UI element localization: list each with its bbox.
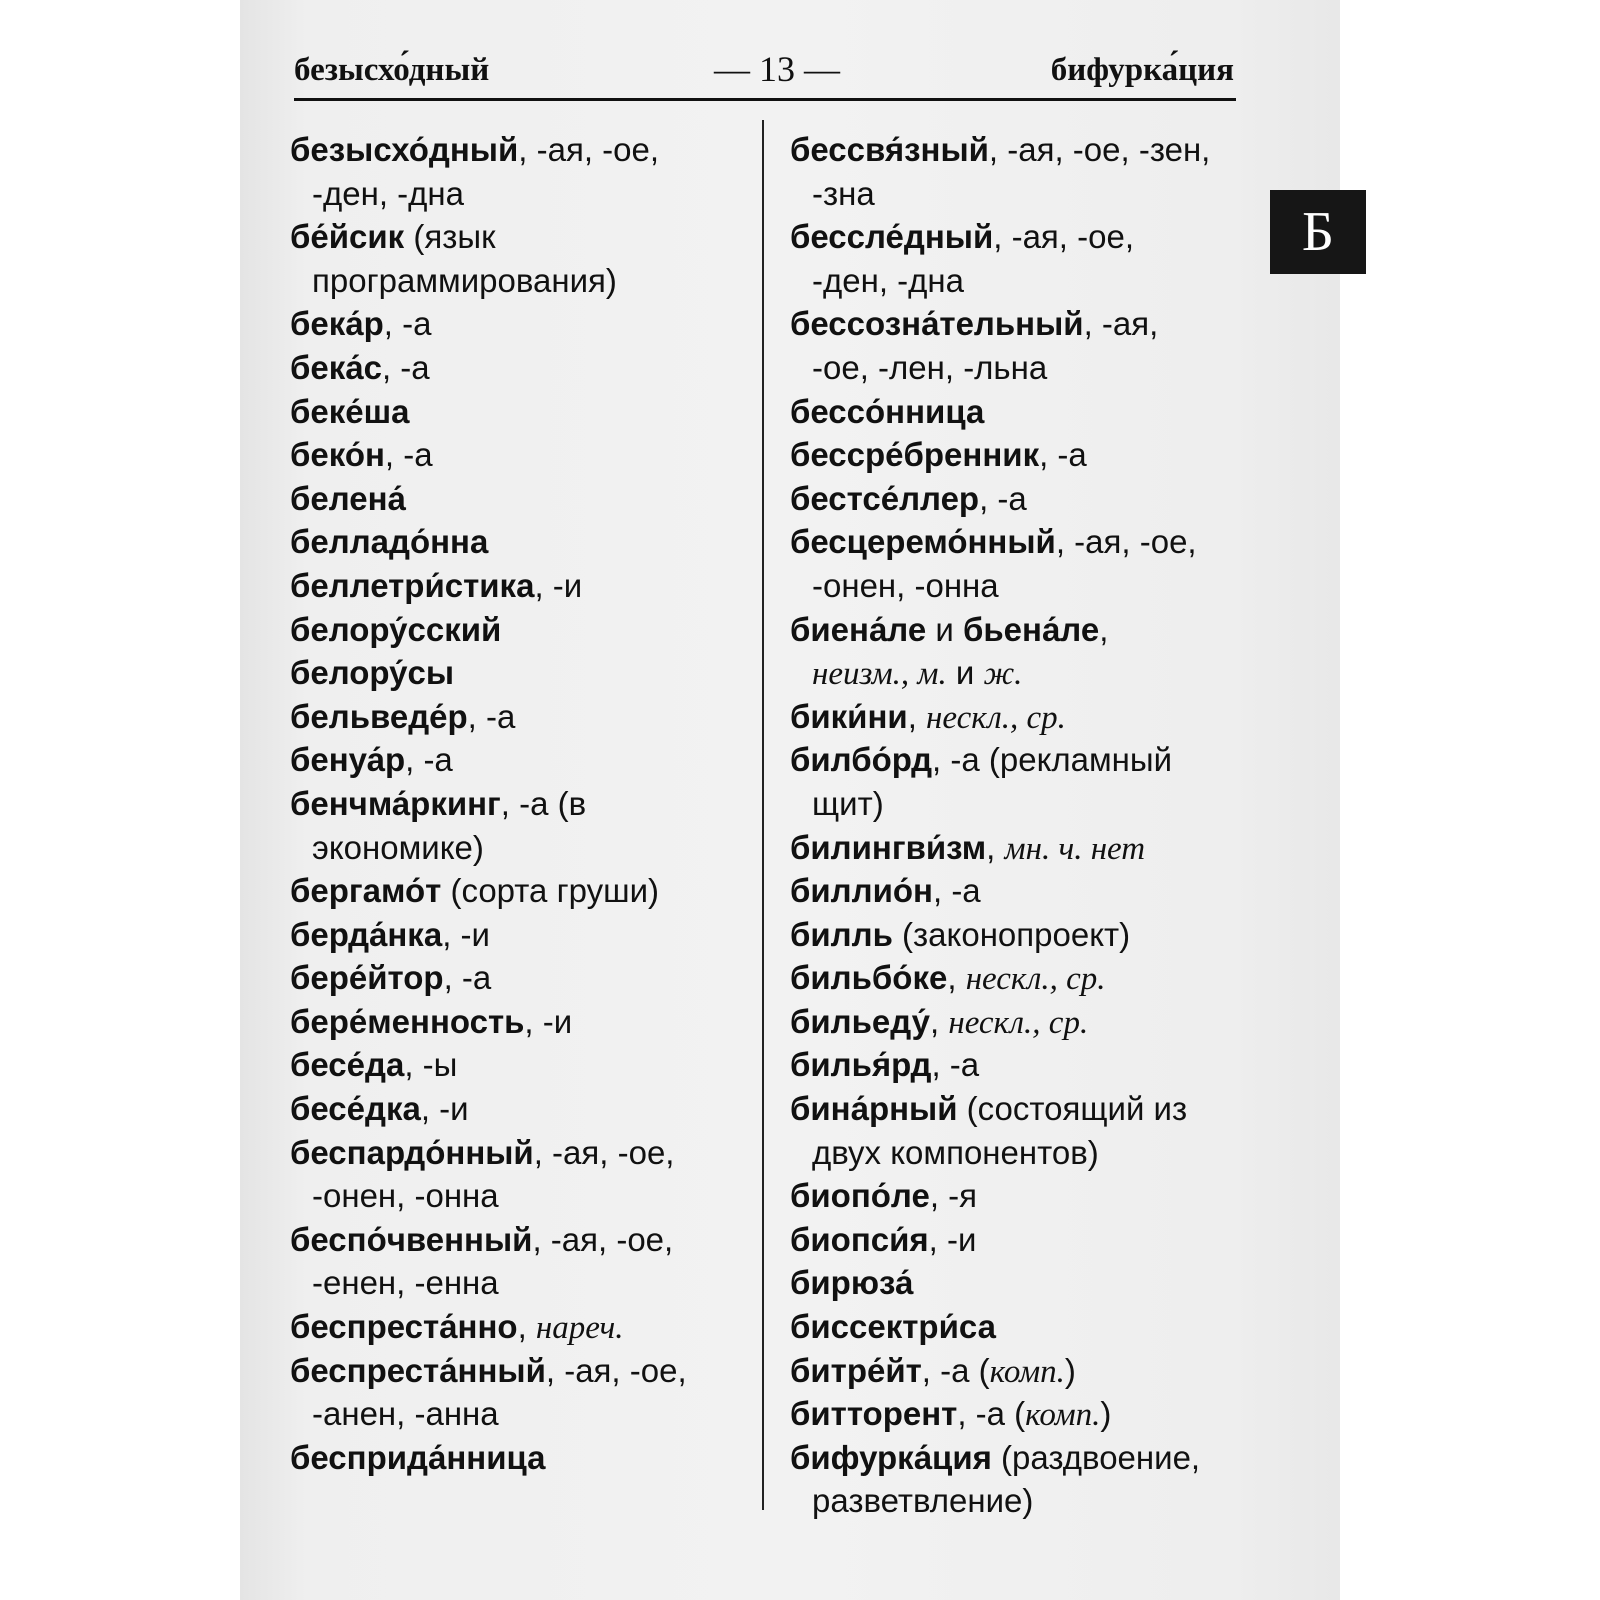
headword: бека́с bbox=[290, 348, 382, 386]
header-first-headword: безысхо́дный bbox=[294, 52, 490, 88]
headword: биопси́я bbox=[790, 1220, 929, 1258]
entry-text: , bbox=[947, 959, 966, 997]
entry-text: , -а bbox=[1039, 436, 1087, 474]
headword: бьена́ле bbox=[962, 610, 1100, 648]
headword: бильбо́ке bbox=[790, 959, 948, 997]
grammar-label: комп. bbox=[989, 1353, 1065, 1390]
entry-text: ) bbox=[1064, 1351, 1076, 1389]
headword: бифурка́ция bbox=[790, 1438, 992, 1476]
dictionary-line bbox=[290, 302, 750, 346]
page-header bbox=[294, 49, 1236, 101]
entry-text: , -ая, -ое, bbox=[532, 1220, 674, 1258]
headword: бесприда́нница bbox=[290, 1438, 546, 1476]
dictionary-line bbox=[290, 651, 750, 695]
dictionary-line bbox=[290, 564, 750, 608]
headword: белена́ bbox=[290, 479, 406, 517]
headword: белладо́нна bbox=[290, 523, 489, 561]
entry-text: -ден, -дна bbox=[312, 174, 464, 212]
headword: бере́йтор bbox=[290, 959, 444, 997]
header-last-headword: бифурка́ция bbox=[1050, 52, 1234, 88]
headword: бессвя́зный bbox=[790, 131, 989, 168]
entry-text: , -а bbox=[384, 436, 433, 474]
dictionary-line bbox=[790, 564, 1250, 608]
headword: бенчма́ркинг bbox=[290, 784, 501, 822]
dictionary-line bbox=[290, 346, 750, 390]
dictionary-line bbox=[790, 346, 1250, 390]
grammar-label: ж. bbox=[983, 656, 1023, 693]
dictionary-line bbox=[290, 172, 750, 216]
entry-text: , -а bbox=[467, 697, 516, 735]
entry-text: , -а (в bbox=[500, 784, 587, 822]
dictionary-line bbox=[790, 1349, 1250, 1393]
headword: биссектри́са bbox=[790, 1308, 996, 1346]
entry-text: , -а bbox=[383, 305, 432, 343]
dictionary-line bbox=[790, 1174, 1250, 1218]
grammar-label: неизм., м. bbox=[812, 656, 947, 693]
dictionary-line bbox=[790, 869, 1250, 913]
dictionary-line bbox=[290, 1000, 750, 1044]
entry-text: -онен, -онна bbox=[312, 1177, 499, 1215]
entry-text: , bbox=[517, 1308, 536, 1346]
headword: битре́йт bbox=[790, 1351, 922, 1389]
headword: биена́ле bbox=[790, 610, 927, 648]
dictionary-line bbox=[790, 520, 1250, 564]
entry-text: -ое, -лен, -льна bbox=[812, 348, 1048, 386]
dictionary-line bbox=[790, 215, 1250, 259]
dictionary-line bbox=[790, 1479, 1250, 1523]
entry-text: и bbox=[946, 654, 984, 692]
dictionary-line bbox=[790, 477, 1250, 521]
entry-text: , -а bbox=[979, 479, 1027, 517]
dictionary-line bbox=[290, 913, 750, 957]
dictionary-line bbox=[790, 1436, 1250, 1480]
dictionary-line bbox=[290, 1305, 750, 1349]
grammar-label: нареч. bbox=[535, 1310, 624, 1347]
entry-text: -ден, -дна bbox=[812, 261, 964, 299]
dictionary-line bbox=[290, 259, 750, 303]
entry-text: щит) bbox=[812, 784, 884, 822]
dictionary-line bbox=[290, 1436, 750, 1480]
headword: беспреста́нно bbox=[290, 1308, 518, 1346]
dictionary-line bbox=[290, 390, 750, 434]
dictionary-line bbox=[790, 695, 1250, 739]
headword: беспреста́нный bbox=[290, 1351, 546, 1389]
headword: беко́н bbox=[290, 436, 385, 474]
dictionary-line bbox=[290, 520, 750, 564]
dictionary-line bbox=[790, 172, 1250, 216]
entry-text: , -ая, -ое, bbox=[518, 131, 660, 168]
dictionary-line bbox=[790, 1392, 1250, 1436]
entry-text: , -и bbox=[524, 1002, 573, 1040]
dictionary-line bbox=[290, 869, 750, 913]
entry-text: , -ая, bbox=[1083, 305, 1159, 343]
entry-text: , -а bbox=[932, 872, 981, 910]
entry-text: , -а bbox=[405, 741, 453, 779]
dictionary-line bbox=[790, 956, 1250, 1000]
thumb-index-tab: Б bbox=[1270, 190, 1366, 274]
entry-text: , -ая, -ое, -зен, bbox=[988, 131, 1211, 168]
grammar-label: комп. bbox=[1025, 1397, 1101, 1434]
dictionary-line bbox=[790, 1218, 1250, 1262]
headword: бесе́да bbox=[290, 1046, 405, 1084]
entry-text: , -а ( bbox=[921, 1351, 990, 1389]
headword: бесцеремо́нный bbox=[790, 523, 1056, 561]
entry-text: , bbox=[907, 697, 927, 735]
dictionary-line bbox=[290, 1043, 750, 1087]
entry-text: , -а bbox=[381, 348, 430, 386]
headword: бессле́дный bbox=[790, 218, 994, 256]
entry-text: , -а ( bbox=[957, 1395, 1026, 1433]
headword: бина́рный bbox=[790, 1090, 958, 1128]
entry-text: -енен, -енна bbox=[312, 1264, 499, 1302]
headword: бека́р bbox=[290, 305, 384, 343]
entry-text: , -и bbox=[534, 566, 583, 604]
column-divider bbox=[762, 120, 764, 1510]
dictionary-line bbox=[790, 302, 1250, 346]
dictionary-line bbox=[290, 956, 750, 1000]
headword: берда́нка bbox=[290, 915, 443, 953]
entry-text: , -ая, -ое, bbox=[545, 1351, 687, 1389]
entry-text: , -ая, -ое, bbox=[993, 218, 1134, 256]
dictionary-line bbox=[790, 1305, 1250, 1349]
entry-text: (язык bbox=[404, 218, 496, 256]
dictionary-line bbox=[790, 390, 1250, 434]
entry-text: , bbox=[986, 828, 1005, 866]
entry-text: , -и bbox=[442, 915, 490, 953]
left-column bbox=[290, 128, 750, 1479]
headword: биопо́ле bbox=[790, 1177, 930, 1215]
headword: биллио́н bbox=[790, 872, 933, 910]
dictionary-line bbox=[790, 738, 1250, 782]
headword: бельведе́р bbox=[290, 697, 468, 735]
headword: бессо́нница bbox=[790, 392, 985, 430]
entry-text: , bbox=[1099, 610, 1109, 648]
entry-text: (состоящий из bbox=[957, 1090, 1188, 1128]
dictionary-line bbox=[290, 1087, 750, 1131]
entry-text: экономике) bbox=[312, 828, 484, 866]
entry-text: (раздвоение, bbox=[991, 1438, 1201, 1476]
dictionary-line bbox=[290, 1174, 750, 1218]
headword: билья́рд bbox=[790, 1046, 932, 1084]
headword: бики́ни bbox=[790, 697, 908, 735]
entry-text: , bbox=[929, 1002, 949, 1040]
entry-text: разветвление) bbox=[812, 1482, 1034, 1520]
entry-text: (законопроект) bbox=[892, 915, 1131, 953]
headword: бильеду́ bbox=[790, 1002, 930, 1040]
dictionary-line bbox=[790, 1043, 1250, 1087]
headword: бессозна́тельный bbox=[790, 305, 1084, 343]
grammar-label: нескл., ср. bbox=[926, 699, 1066, 736]
dictionary-line bbox=[790, 433, 1250, 477]
grammar-label: нескл., ср. bbox=[948, 1004, 1089, 1041]
dictionary-line bbox=[290, 1392, 750, 1436]
headword: бесе́дка bbox=[290, 1090, 421, 1128]
dictionary-line bbox=[790, 1261, 1250, 1305]
dictionary-line bbox=[790, 826, 1250, 870]
headword: билингви́зм bbox=[790, 828, 987, 866]
headword: беке́ша bbox=[290, 392, 410, 430]
dictionary-line bbox=[290, 215, 750, 259]
dictionary-line bbox=[290, 1261, 750, 1305]
headword: билбо́рд bbox=[790, 741, 933, 779]
page-number: — 13 — bbox=[714, 49, 840, 89]
headword: безысхо́дный bbox=[290, 131, 519, 168]
headword: битторент bbox=[790, 1395, 958, 1433]
dictionary-line bbox=[290, 433, 750, 477]
dictionary-line bbox=[290, 695, 750, 739]
headword: бестсе́ллер bbox=[790, 479, 980, 517]
right-column bbox=[790, 128, 1250, 1523]
dictionary-line bbox=[290, 477, 750, 521]
headword: белору́сы bbox=[290, 654, 455, 692]
dictionary-line bbox=[790, 1087, 1250, 1131]
dictionary-line bbox=[290, 128, 750, 172]
dictionary-line bbox=[790, 913, 1250, 957]
entry-text: (сорта груши) bbox=[441, 872, 659, 910]
grammar-label: мн. ч. нет bbox=[1004, 830, 1146, 867]
entry-text: ) bbox=[1100, 1395, 1112, 1433]
dictionary-line bbox=[290, 1218, 750, 1262]
headword: беспо́чвенный bbox=[290, 1220, 533, 1258]
dictionary-line bbox=[790, 128, 1250, 172]
entry-text: , -ая, -ое, bbox=[1055, 523, 1197, 561]
headword: бе́йсик bbox=[290, 218, 405, 256]
headword: бенуа́р bbox=[290, 741, 406, 779]
entry-text: , -и bbox=[420, 1090, 469, 1128]
headword: бергамо́т bbox=[290, 872, 442, 910]
dictionary-line bbox=[290, 1131, 750, 1175]
dictionary-line bbox=[790, 1131, 1250, 1175]
entry-text: , -я bbox=[929, 1177, 978, 1215]
dictionary-line bbox=[290, 608, 750, 652]
headword: билль bbox=[790, 915, 893, 953]
entry-text: программирования) bbox=[312, 261, 617, 299]
entry-text: , -и bbox=[928, 1220, 977, 1258]
headword: бере́менность bbox=[290, 1002, 525, 1040]
entry-text: двух компонентов) bbox=[812, 1133, 1099, 1171]
dictionary-line bbox=[790, 782, 1250, 826]
entry-text: , -а bbox=[443, 959, 492, 997]
entry-text: , -ы bbox=[404, 1046, 458, 1084]
entry-text: -онен, -онна bbox=[812, 566, 999, 604]
entry-text: , -ая, -ое, bbox=[533, 1133, 675, 1171]
entry-text: и bbox=[926, 610, 963, 648]
entry-text: -анен, -анна bbox=[312, 1395, 499, 1433]
dictionary-line bbox=[790, 1000, 1250, 1044]
entry-text: , -а bbox=[931, 1046, 980, 1084]
dictionary-line bbox=[790, 608, 1250, 652]
dictionary-line bbox=[790, 651, 1250, 695]
dictionary-line bbox=[290, 826, 750, 870]
headword: беспардо́нный bbox=[290, 1133, 534, 1171]
dictionary-line bbox=[290, 738, 750, 782]
dictionary-line bbox=[790, 259, 1250, 303]
headword: белору́сский bbox=[290, 610, 502, 648]
headword: бирюза́ bbox=[790, 1264, 914, 1302]
dictionary-line bbox=[290, 782, 750, 826]
headword: беллетри́стика bbox=[290, 566, 535, 604]
entry-text: , -а (рекламный bbox=[932, 741, 1173, 779]
dictionary-line bbox=[290, 1349, 750, 1393]
headword: бессре́бренник bbox=[790, 436, 1040, 474]
entry-text: -зна bbox=[812, 174, 875, 212]
grammar-label: нескл., ср. bbox=[965, 961, 1106, 998]
